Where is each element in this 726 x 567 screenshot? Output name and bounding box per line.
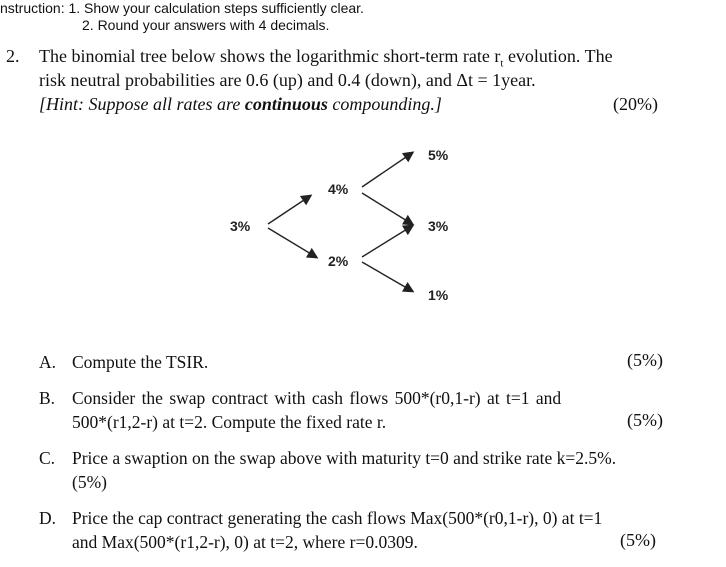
branch-root-down (268, 228, 316, 257)
question-text-line-2: risk neutral probabilities are 0.6 (up) and 0.4 (down), and Δt = 1year. (39, 70, 536, 90)
item-a-label: A. (39, 352, 57, 372)
item-d-weight: (5%) (620, 530, 656, 550)
item-d-line-1: Price the cap contract generating the cash flows Max(500*(r0,1-r), 0) at t=1 (72, 508, 603, 528)
item-b-line-1: Consider the swap contract with cash flows 500*(r0,1-r) at t=1 and (72, 388, 562, 408)
branch-root-up (268, 196, 310, 224)
item-d-line-2: and Max(500*(r1,2-r), 0) at t=2, where r=0.0309. (72, 532, 418, 552)
item-c-line-2: (5%) (72, 472, 107, 492)
question-text-line-1-end: evolution. The (503, 46, 613, 66)
node-root-label: 3% (230, 218, 251, 234)
branch-down-down (362, 262, 412, 291)
item-b-line-2: 500*(r1,2-r) at t=2. Compute the fixed rate r. (72, 412, 387, 432)
branch-down-up (362, 226, 412, 257)
node-uu-label: 5% (428, 147, 449, 163)
hint-post: compounding.] (327, 94, 442, 114)
item-d-label: D. (39, 508, 57, 528)
question-text-line-1-main: The binomial tree below shows the logarithmic short-term rate r (39, 46, 501, 66)
item-a-text-main: Compute the TSIR. (72, 352, 209, 372)
item-a-text (72, 350, 208, 374)
question-weight: (20%) (613, 94, 658, 114)
item-b-label: B. (39, 388, 56, 408)
node-dd-label: 1% (428, 287, 449, 303)
item-a-weight: (5%) (627, 350, 663, 370)
hint-bold: continuous (244, 94, 328, 114)
node-ud-label: 3% (428, 218, 449, 234)
node-down-label: 2% (328, 253, 349, 269)
question-number: 2. (6, 46, 20, 66)
instruction-line-1: nstruction: 1. Show your calculation steps sufficiently clear. (0, 0, 364, 16)
node-up-label: 4% (328, 181, 349, 197)
rate-subscript: t (500, 57, 504, 70)
branch-up-down (362, 193, 412, 224)
item-c-line-1: Price a swaption on the swap above with maturity t=0 and strike rate k=2.5%. (72, 448, 617, 468)
branch-up-up (362, 153, 412, 187)
item-c-label: C. (39, 448, 56, 468)
item-b-weight: (5%) (627, 410, 663, 430)
hint-pre: [Hint: Suppose all rates are (39, 94, 245, 114)
instruction-line-2: 2. Round your answers with 4 decimals. (82, 17, 330, 33)
